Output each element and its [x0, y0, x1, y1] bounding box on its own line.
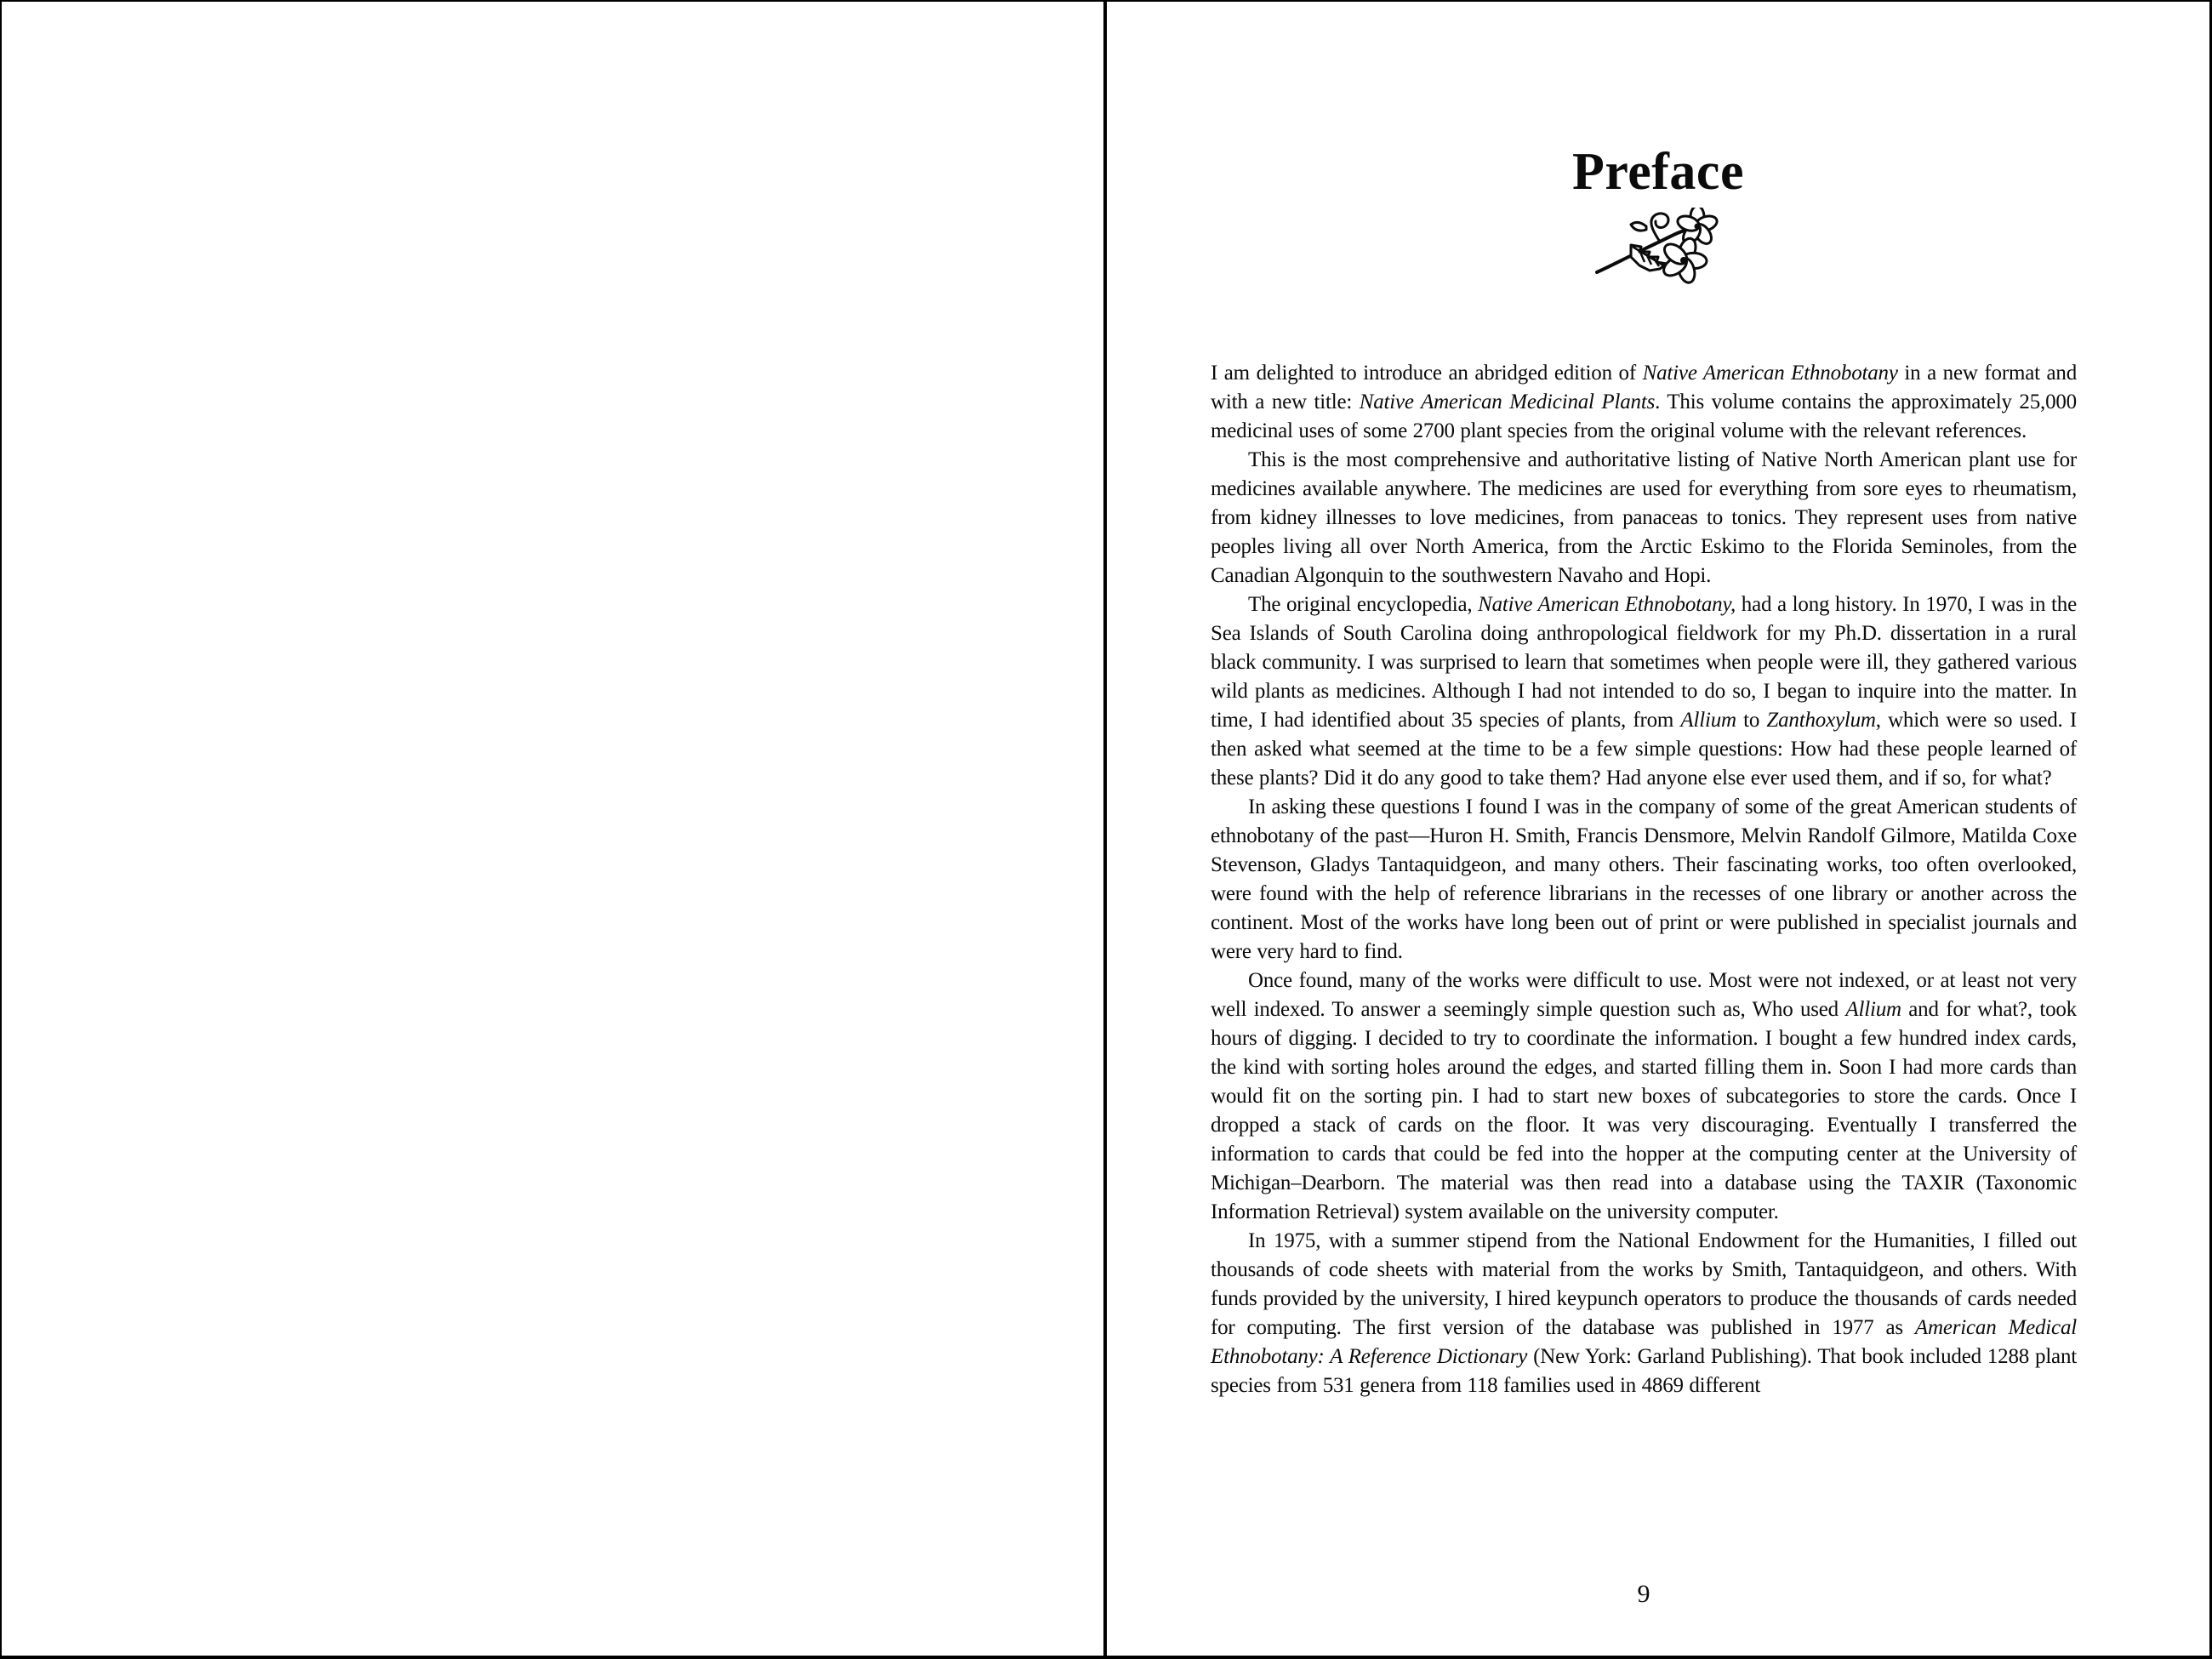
paragraph: In asking these questions I found I was in the company of some of the great American students of ethnobotany of the past—Huron H. Smith, Francis Densmore, Melvin Randolf Gilmore, Matilda Coxe Stevenson, Gladys Tantaquidgeon, and many others. Their fascinating works, too often overlooked, were found with the help of reference librarians in the recesses of one library or another across the continent. Most of the works have long been out of print or were published in specialist journals and were very hard to find. — [1211, 795, 2077, 963]
paragraph: Once found, many of the works were difficult to use. Most were not indexed, or at least not very well indexed. To answer a seemingly simple question such as, Who used Allium and for what?, took hours of digging. I decided to try to coordinate the information. I bought a few hundred index cards, the kind with sorting holes around the edges, and started filling them in. Soon I had more cards than would fit on the sorting pin. I had to start new boxes of subcategories to store the cards. Once I dropped a stack of cards on the floor. It was very discouraging. Eventually I transferred the information to cards that could be fed into the hopper at the computing center at the University of Michigan–Dearborn. The material was then read into a database using the TAXIR (Taxonomic Information Retrieval) system available on the university computer. — [1211, 969, 2077, 1223]
paragraph: This is the most comprehensive and authoritative listing of Native North American plant use for medicines available anywhere. The medicines are used for everything from sore eyes to rheumatism, from kidney illnesses to love medicines, from panaceas to tonics. They represent uses from native peoples living all over North America, from the Arctic Eskimo to the Florida Seminoles, from the Canadian Algonquin to the southwestern Navaho and Hopi. — [1211, 448, 2077, 587]
preface-body — [1211, 359, 2077, 1400]
paragraph: The original encyclopedia, Native American Ethnobotany, had a long history. In 1970, I was in the Sea Islands of South Carolina doing anthropological fieldwork for my Ph.D. dissertation in a rural black community. I was surprised to learn that sometimes when people were ill, they gathered various wild plants as medicines. Although I had not intended to do so, I began to inquire into the matter. In time, I had identified about 35 species of plants, from Allium to Zanthoxylum, which were so used. I then asked what seemed at the time to be a few simple questions: How had these people learned of these plants? Did it do any good to take them? Had anyone else ever used them, and if so, for what? — [1211, 593, 2077, 790]
paragraph: I am delighted to introduce an abridged edition of Native American Ethnobotany in a new format and with a new title: Native American Medicinal Plants. This volume contains the approximately 25,000 medicinal uses of some 2700 plant species from the original volume with the relevant references. — [1211, 362, 2077, 442]
flower-sprig-icon — [1107, 208, 2209, 294]
heading-block — [1107, 138, 2209, 294]
page-number: 9 — [1637, 1580, 1650, 1608]
page-title: Preface — [1572, 143, 1744, 201]
right-page — [1107, 2, 2209, 1656]
left-page-blank — [2, 2, 1103, 1656]
paragraph: In 1975, with a summer stipend from the National Endowment for the Humanities, I filled out thousands of code sheets with material from the works by Smith, Tantaquidgeon, and others. With funds provided by the university, I hired keypunch operators to produce the thousands of cards needed for computing. The first version of the database was published in 1977 as American Medical Ethnobotany: A Reference Dictionary (New York: Garland Publishing). That book included 1288 plant species from 531 genera from 118 families used in 4869 different — [1211, 1229, 2078, 1397]
